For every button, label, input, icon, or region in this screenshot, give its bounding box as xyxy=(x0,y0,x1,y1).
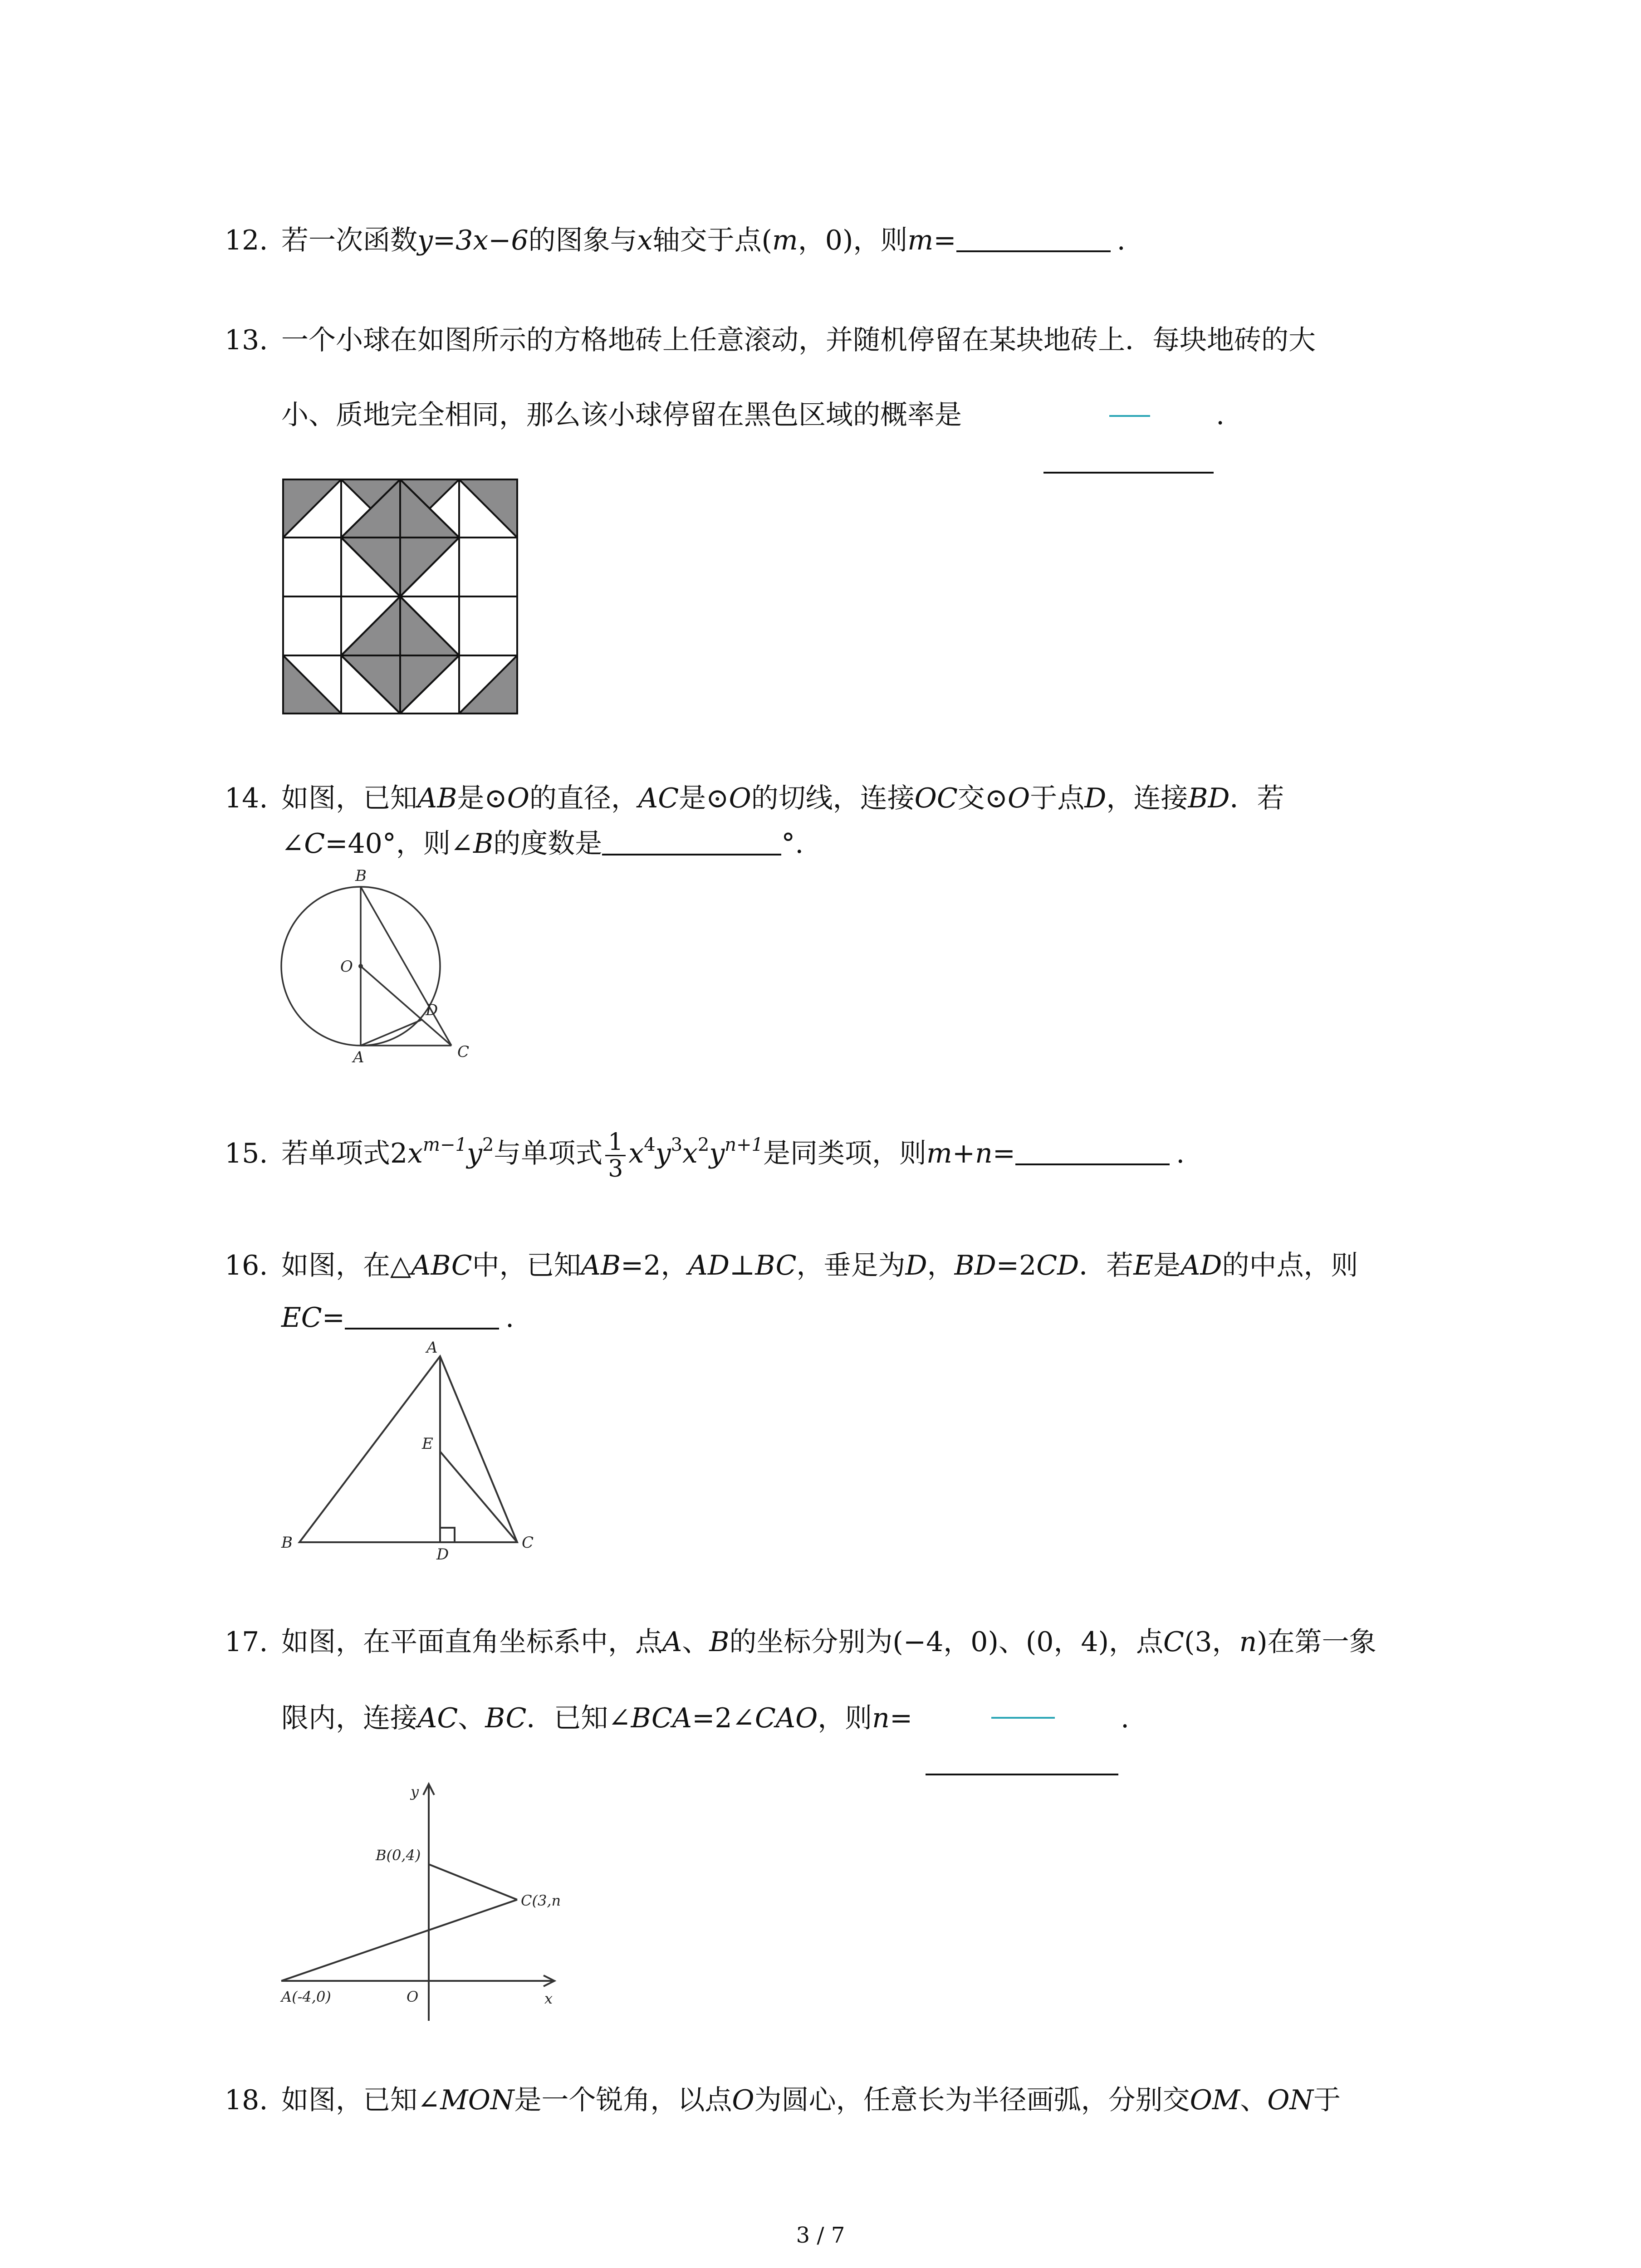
question-18-line-1: 18. 如图，已知∠MON是一个锐角，以点O为圆心，任意长为半径画弧，分别交OM、ON于 xyxy=(225,2082,1450,2118)
question-number: 14. xyxy=(225,782,268,814)
label-C: C xyxy=(522,1534,534,1552)
label-A: A(-4,0) xyxy=(281,1988,331,2005)
question-17-line-1: 17. 如图，在平面直角坐标系中，点A、B的坐标分别为(−4，0)、(0，4)，点C(3，n)在第一象 xyxy=(225,1624,1450,1660)
label-O: O xyxy=(340,958,353,976)
question-14-line-1: 14. 如图，已知AB是⊙O的直径，AC是⊙O的切线，连接OC交⊙O于点D，连接BD．若 xyxy=(225,780,1450,816)
dark-triangle xyxy=(283,655,341,714)
question-14-line-2: ∠C=40°，则∠B的度数是 °. xyxy=(281,828,804,860)
question-number: 15. xyxy=(225,1138,268,1170)
label-A: A xyxy=(353,1048,364,1066)
question-16-line-1: 16. 如图，在△ABC中，已知AB=2，AD⊥BC，垂足为D，BD=2CD．若E是AD的中点，则 xyxy=(225,1247,1450,1284)
question-number: 17. xyxy=(225,1626,268,1658)
label-y-axis: y xyxy=(411,1783,419,1800)
label-D: D xyxy=(426,1001,438,1019)
coordinate-plane-figure xyxy=(272,1780,599,2025)
label-O: O xyxy=(407,1988,419,2005)
triangle-abc-figure xyxy=(272,1338,544,1560)
label-B: B xyxy=(355,867,367,885)
circle-tangent-figure xyxy=(272,866,481,1066)
answer-blank[interactable] xyxy=(345,1303,499,1330)
answer-blank[interactable] xyxy=(956,226,1111,252)
answer-fraction-bar xyxy=(1109,415,1150,417)
label-B: B(0,4) xyxy=(376,1847,421,1864)
question-16-line-2: EC= . xyxy=(281,1302,514,1334)
answer-blank[interactable] xyxy=(602,829,781,855)
page-number: 3 / 7 xyxy=(796,2223,845,2248)
answer-blank[interactable] xyxy=(1043,472,1214,474)
period: . xyxy=(1216,399,1225,431)
question-17-line-2: 限内，连接AC、BC．已知∠BCA=2∠CAO，则n= xyxy=(281,1702,913,1734)
question-15: 15. 若单项式$2x^{m-1}y^2$与单项式 $\frac{1}{3}$ $x^4y^3x^2y^{n+1}$是同类项，则m+n= . xyxy=(225,1129,1185,1183)
question-number: 12. xyxy=(225,225,268,256)
question-13-line-2: 小、质地完全相同，那么该小球停留在黑色区域的概率是 xyxy=(281,399,962,431)
question-number: 16. xyxy=(225,1250,268,1281)
question-13-line-1: 13. 一个小球在如图所示的方格地砖上任意滚动，并随机停留在某块地砖上．每块地砖的大 xyxy=(225,322,1450,358)
dark-triangle xyxy=(459,479,517,538)
question-number: 13. xyxy=(225,324,268,356)
answer-blank[interactable] xyxy=(926,1774,1118,1775)
dark-triangle xyxy=(459,655,517,714)
label-E: E xyxy=(422,1435,433,1453)
period: . xyxy=(1121,1702,1130,1734)
tile-grid-figure xyxy=(282,479,518,714)
dark-triangle xyxy=(283,479,341,538)
label-x-axis: x xyxy=(544,1990,553,2007)
answer-blank[interactable] xyxy=(1015,1139,1170,1165)
label-B: B xyxy=(281,1534,293,1552)
fraction-one-third: $\frac{1}{3}$ xyxy=(605,1129,626,1182)
label-D: D xyxy=(436,1545,449,1560)
label-C: C xyxy=(457,1043,470,1061)
question-12: 12. 若一次函数y=3x−6的图象与x轴交于点(m，0)，则m= . xyxy=(225,222,1450,259)
label-C: C(3,n xyxy=(521,1892,561,1909)
answer-fraction-bar xyxy=(991,1717,1055,1719)
label-A: A xyxy=(426,1339,438,1357)
question-number: 18. xyxy=(225,2084,268,2116)
